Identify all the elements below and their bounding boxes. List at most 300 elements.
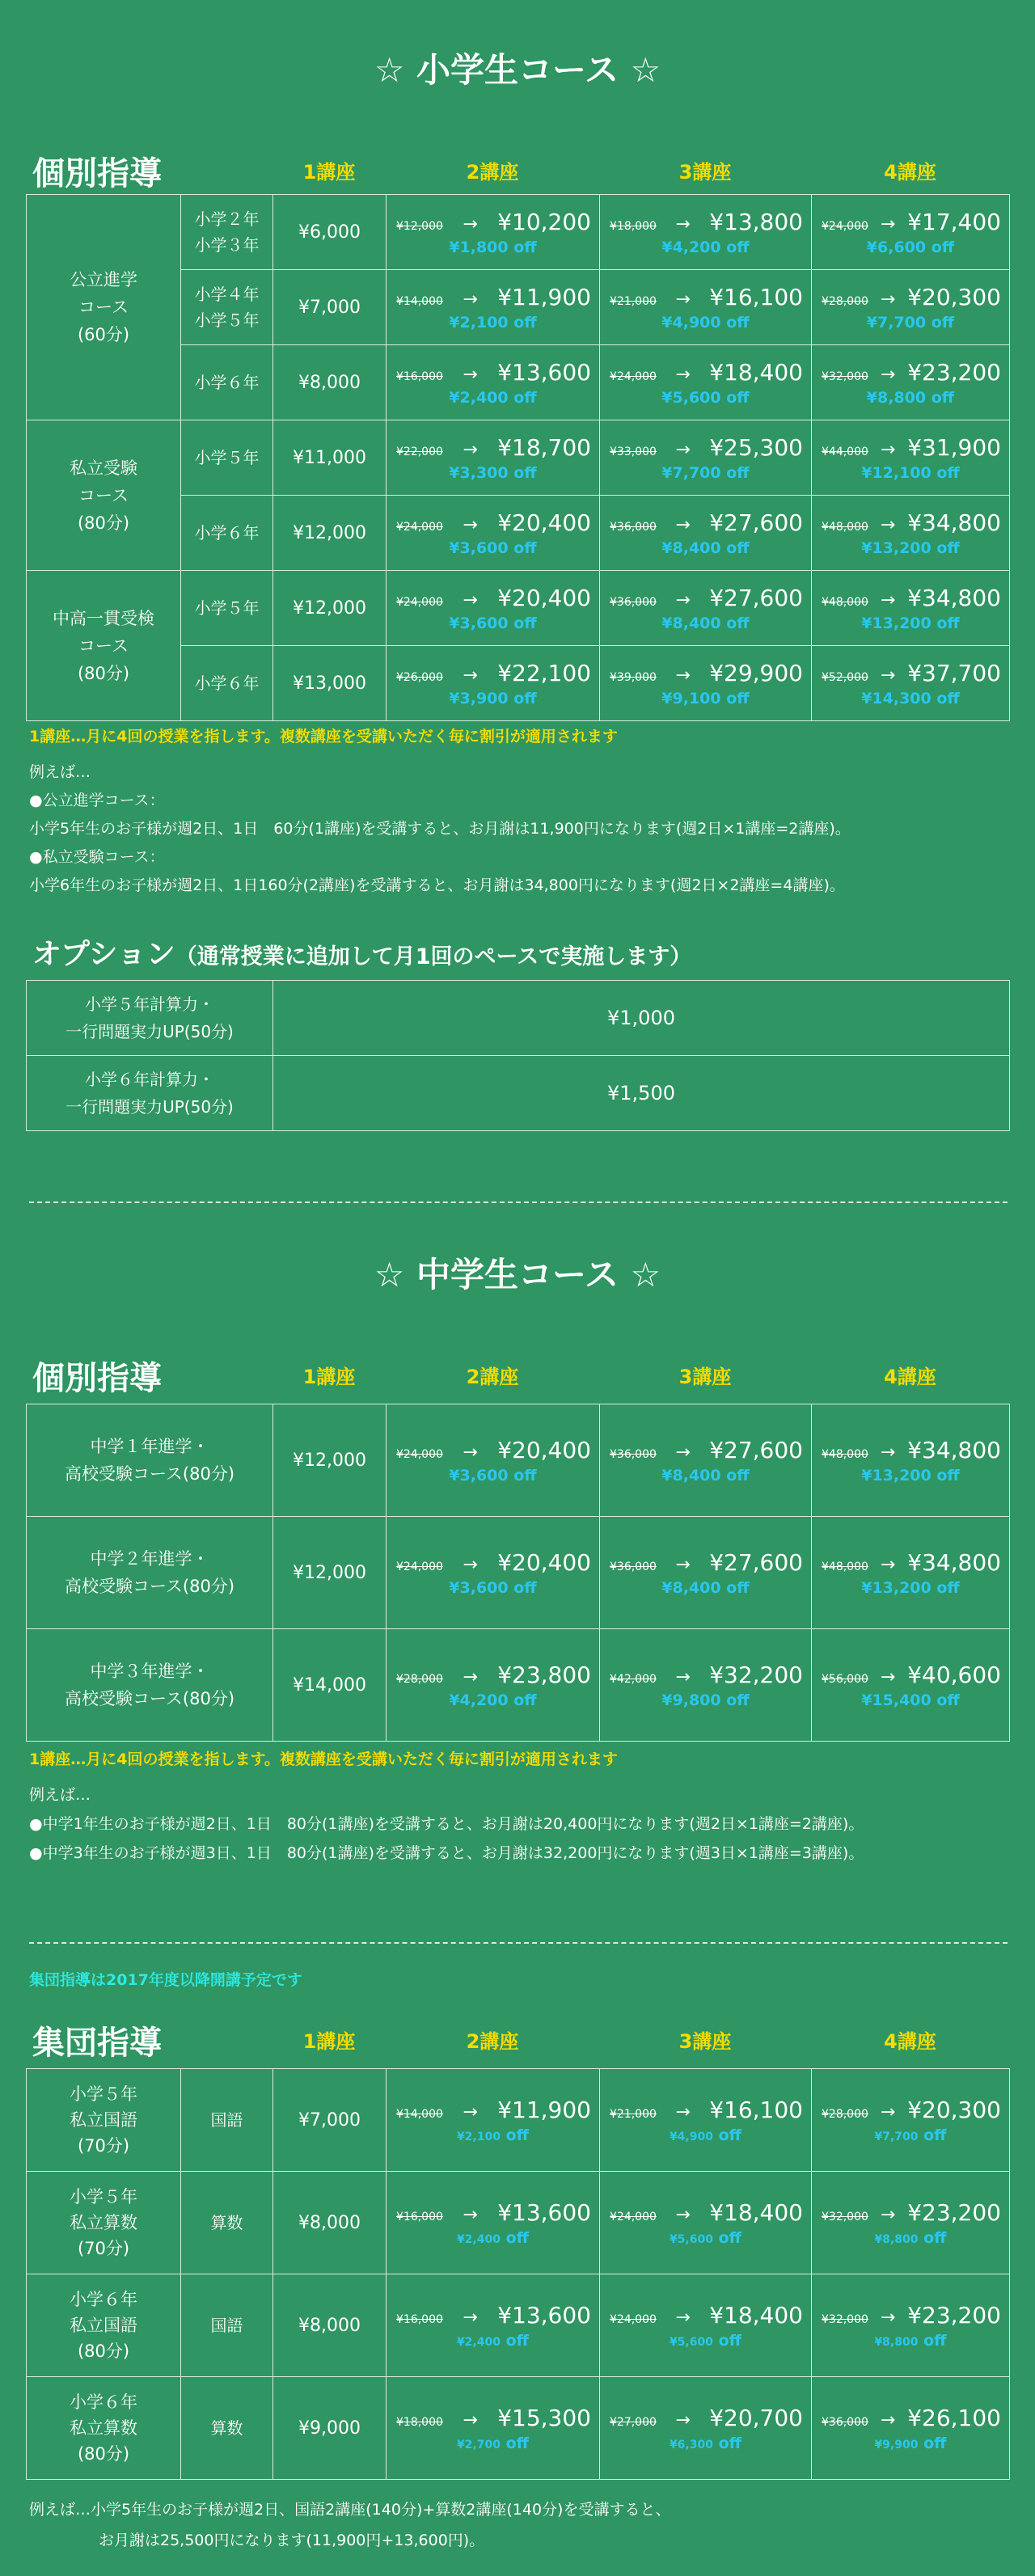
discount-amount bbox=[812, 2229, 1009, 2247]
arrow-icon: → bbox=[463, 514, 478, 535]
original-price: ¥24,000 bbox=[396, 1447, 443, 1461]
discounted-price: ¥31,900 bbox=[907, 433, 1001, 461]
discount-amount: ¥8,400 off bbox=[661, 1578, 750, 1597]
original-price: ¥32,000 bbox=[822, 370, 868, 383]
discount-amount bbox=[600, 2229, 811, 2247]
course-name: 小学５年 私立国語 (70分) bbox=[27, 2069, 181, 2172]
subject-label: 算数 bbox=[181, 2377, 273, 2480]
arrow-icon: → bbox=[880, 589, 896, 610]
original-price: ¥26,000 bbox=[396, 670, 443, 684]
arrow-icon: → bbox=[463, 364, 478, 385]
course-name: 小学６年 私立国語 (80分) bbox=[27, 2274, 181, 2377]
discounted-price: ¥18,700 bbox=[497, 433, 591, 461]
price-line bbox=[387, 1437, 599, 1463]
discounted-price: ¥27,600 bbox=[709, 1436, 803, 1463]
one-course-price: ¥7,000 bbox=[273, 270, 387, 345]
course-name: 公立進学 コース (60分) bbox=[27, 195, 181, 420]
price-line bbox=[812, 509, 1009, 536]
group-notice: 集団指導は2017年度以降開講予定です bbox=[29, 1971, 302, 1989]
table-row bbox=[27, 1517, 1010, 1629]
course-name: 中高一貫受検 コース (80分) bbox=[27, 571, 181, 721]
price-line bbox=[600, 509, 811, 536]
arrow-icon: → bbox=[880, 364, 896, 385]
discount-off-label: off bbox=[718, 2228, 742, 2247]
course-name: 中学１年進学・ 高校受験コース(80分) bbox=[27, 1404, 273, 1517]
price-cell bbox=[387, 2069, 600, 2172]
one-course-price: ¥8,000 bbox=[273, 2172, 387, 2274]
discount-amount: ¥15,400 off bbox=[861, 1691, 960, 1709]
arrow-icon: → bbox=[463, 1554, 478, 1575]
original-price: ¥39,000 bbox=[610, 670, 657, 684]
one-course-price: ¥12,000 bbox=[273, 1517, 387, 1629]
price-cell bbox=[387, 1629, 600, 1742]
price-cell bbox=[387, 496, 600, 571]
price-cell bbox=[387, 420, 600, 496]
original-price: ¥36,000 bbox=[610, 595, 657, 609]
price-cell bbox=[600, 1404, 812, 1517]
example-line: 例えば… bbox=[29, 763, 91, 781]
arrow-icon: → bbox=[880, 2307, 896, 2328]
discount-amount: ¥3,600 off bbox=[449, 1466, 537, 1484]
price-cell bbox=[600, 2377, 812, 2480]
middle-section-title: ☆ 中学生コース ☆ bbox=[374, 1255, 661, 1294]
discount-value: ¥5,600 bbox=[669, 2232, 713, 2246]
discount-amount: ¥4,200 off bbox=[661, 238, 750, 256]
elementary-price-table bbox=[26, 194, 1010, 721]
price-cell bbox=[387, 2377, 600, 2480]
discounted-price: ¥27,600 bbox=[709, 509, 803, 536]
original-price: ¥48,000 bbox=[822, 520, 868, 534]
price-cell bbox=[812, 2069, 1010, 2172]
price-cell bbox=[387, 345, 600, 420]
elementary-header-title: 個別指導 bbox=[32, 155, 162, 192]
header-col-2: 2講座 bbox=[466, 1366, 519, 1388]
table-row bbox=[27, 1404, 1010, 1517]
discount-amount: ¥5,600 off bbox=[661, 388, 750, 407]
price-line bbox=[387, 359, 599, 386]
option-name: 小学６年計算力・ 一行問題実力UP(50分) bbox=[27, 1056, 273, 1131]
discount-off-label: off bbox=[505, 2126, 530, 2144]
price-line bbox=[600, 2097, 811, 2123]
option-row bbox=[27, 981, 1010, 1056]
price-line bbox=[387, 2199, 599, 2226]
grade-label: 小学２年 小学３年 bbox=[181, 195, 273, 270]
price-line bbox=[812, 585, 1009, 611]
table-row bbox=[27, 420, 1010, 496]
arrow-icon: → bbox=[675, 2409, 691, 2430]
course-name: 私立受験 コース (80分) bbox=[27, 420, 181, 571]
header-col-1: 1講座 bbox=[302, 161, 356, 184]
price-cell bbox=[812, 270, 1010, 345]
price-line bbox=[600, 2199, 811, 2226]
discounted-price: ¥34,800 bbox=[907, 1548, 1001, 1576]
original-price: ¥18,000 bbox=[396, 2415, 443, 2429]
original-price: ¥24,000 bbox=[822, 219, 868, 233]
discount-amount: ¥1,800 off bbox=[449, 238, 537, 256]
original-price: ¥14,000 bbox=[396, 294, 443, 308]
price-line bbox=[812, 2199, 1009, 2226]
discounted-price: ¥20,300 bbox=[907, 283, 1001, 310]
arrow-icon: → bbox=[463, 2307, 478, 2328]
price-line bbox=[812, 359, 1009, 386]
price-cell bbox=[600, 646, 812, 721]
original-price: ¥36,000 bbox=[610, 1560, 657, 1573]
arrow-icon: → bbox=[463, 2101, 478, 2122]
price-line bbox=[812, 1549, 1009, 1576]
middle-price-table bbox=[26, 1404, 1010, 1742]
discount-value: ¥4,900 bbox=[669, 2130, 713, 2143]
price-line bbox=[600, 1549, 811, 1576]
original-price: ¥21,000 bbox=[610, 294, 657, 308]
price-cell bbox=[812, 195, 1010, 270]
price-line bbox=[387, 509, 599, 536]
discount-amount: ¥3,600 off bbox=[449, 614, 537, 632]
example-line: お月謝は25,500円になります(11,900円+13,600円)。 bbox=[99, 2532, 485, 2549]
original-price: ¥14,000 bbox=[396, 2107, 443, 2121]
price-cell bbox=[812, 571, 1010, 646]
price-cell bbox=[812, 2172, 1010, 2274]
subject-label: 国語 bbox=[181, 2274, 273, 2377]
original-price: ¥16,000 bbox=[396, 2312, 443, 2326]
original-price: ¥24,000 bbox=[396, 520, 443, 534]
price-line bbox=[387, 660, 599, 686]
discount-amount: ¥8,400 off bbox=[661, 1466, 750, 1484]
discounted-price: ¥29,900 bbox=[709, 659, 803, 686]
price-line bbox=[387, 1662, 599, 1688]
price-line bbox=[812, 434, 1009, 461]
price-cell bbox=[387, 195, 600, 270]
price-cell bbox=[600, 2274, 812, 2377]
one-course-price: ¥13,000 bbox=[273, 646, 387, 721]
discount-amount: ¥3,900 off bbox=[449, 689, 537, 707]
arrow-icon: → bbox=[675, 2101, 691, 2122]
original-price: ¥52,000 bbox=[822, 670, 868, 684]
original-price: ¥24,000 bbox=[610, 2210, 657, 2223]
price-line bbox=[600, 2405, 811, 2431]
price-line bbox=[600, 284, 811, 310]
discount-off-label: off bbox=[505, 2434, 530, 2452]
discount-amount bbox=[600, 2126, 811, 2144]
option-title bbox=[32, 931, 691, 973]
one-course-price: ¥8,000 bbox=[273, 345, 387, 420]
discount-amount: ¥4,200 off bbox=[449, 1691, 537, 1709]
one-course-price: ¥11,000 bbox=[273, 420, 387, 496]
price-cell bbox=[387, 1517, 600, 1629]
arrow-icon: → bbox=[880, 2409, 896, 2430]
grade-label: 小学４年 小学５年 bbox=[181, 270, 273, 345]
discounted-price: ¥20,400 bbox=[497, 1548, 591, 1576]
example-line: ●中学1年生のお子様が週2日、1日 80分(1講座)を受講すると、お月謝は20,400円になります(週2日×1講座=2講座)。 bbox=[29, 1815, 864, 1833]
price-line bbox=[387, 209, 599, 235]
elementary-section-title: ☆ 小学生コース ☆ bbox=[374, 50, 661, 90]
discount-amount: ¥13,200 off bbox=[861, 538, 960, 557]
discounted-price: ¥32,200 bbox=[709, 1661, 803, 1688]
group-table-header bbox=[26, 2017, 1009, 2062]
price-line bbox=[812, 1437, 1009, 1463]
discounted-price: ¥25,300 bbox=[709, 433, 803, 461]
original-price: ¥18,000 bbox=[610, 219, 657, 233]
discounted-price: ¥11,900 bbox=[497, 2096, 591, 2123]
discount-amount bbox=[812, 2332, 1009, 2350]
discounted-price: ¥15,300 bbox=[497, 2404, 591, 2431]
header-col-3: 3講座 bbox=[678, 2030, 732, 2053]
price-line bbox=[600, 2302, 811, 2329]
price-cell bbox=[600, 1517, 812, 1629]
arrow-icon: → bbox=[880, 1666, 896, 1687]
discounted-price: ¥20,700 bbox=[709, 2404, 803, 2431]
arrow-icon: → bbox=[675, 213, 691, 234]
price-cell bbox=[387, 646, 600, 721]
discounted-price: ¥27,600 bbox=[709, 1548, 803, 1576]
example-line: ●中学3年生のお子様が週3日、1日 80分(1講座)を受講すると、お月謝は32,200円になります(週3日×1講座=3講座)。 bbox=[29, 1844, 864, 1862]
price-cell bbox=[812, 646, 1010, 721]
original-price: ¥33,000 bbox=[610, 445, 657, 458]
arrow-icon: → bbox=[880, 439, 896, 460]
price-cell bbox=[387, 2274, 600, 2377]
discounted-price: ¥18,400 bbox=[709, 358, 803, 386]
option-name: 小学５年計算力・ 一行問題実力UP(50分) bbox=[27, 981, 273, 1056]
option-title-main: オプション bbox=[32, 938, 175, 971]
price-line bbox=[600, 1662, 811, 1688]
subject-label: 算数 bbox=[181, 2172, 273, 2274]
example-line: 小学6年生のお子様が週2日、1日160分(2講座)を受講すると、お月謝は34,800円になります(週2日×2講座=4講座)。 bbox=[29, 876, 845, 894]
one-course-price: ¥7,000 bbox=[273, 2069, 387, 2172]
arrow-icon: → bbox=[675, 1442, 691, 1463]
option-price: ¥1,500 bbox=[273, 1056, 1010, 1131]
discount-value: ¥8,800 bbox=[874, 2335, 919, 2349]
price-cell bbox=[812, 420, 1010, 496]
price-line bbox=[600, 1437, 811, 1463]
table-row bbox=[27, 2377, 1010, 2480]
discount-amount: ¥13,200 off bbox=[861, 614, 960, 632]
course-name: 中学３年進学・ 高校受験コース(80分) bbox=[27, 1629, 273, 1742]
one-course-price: ¥9,000 bbox=[273, 2377, 387, 2480]
discount-amount bbox=[387, 2435, 599, 2452]
discounted-price: ¥20,400 bbox=[497, 509, 591, 536]
price-line bbox=[600, 209, 811, 235]
price-line bbox=[600, 434, 811, 461]
discounted-price: ¥23,200 bbox=[907, 358, 1001, 386]
example-line: ●私立受験コース： bbox=[29, 848, 165, 866]
one-course-price: ¥12,000 bbox=[273, 571, 387, 646]
discounted-price: ¥23,200 bbox=[907, 2198, 1001, 2226]
arrow-icon: → bbox=[463, 213, 478, 234]
price-cell bbox=[600, 1629, 812, 1742]
original-price: ¥22,000 bbox=[396, 445, 443, 458]
arrow-icon: → bbox=[675, 439, 691, 460]
option-table bbox=[26, 980, 1010, 1131]
arrow-icon: → bbox=[675, 289, 691, 310]
original-price: ¥32,000 bbox=[822, 2210, 868, 2223]
discount-amount: ¥3,600 off bbox=[449, 1578, 537, 1597]
original-price: ¥36,000 bbox=[610, 520, 657, 534]
discount-value: ¥7,700 bbox=[874, 2130, 919, 2143]
price-line bbox=[600, 359, 811, 386]
discounted-price: ¥23,200 bbox=[907, 2301, 1001, 2329]
price-cell bbox=[600, 345, 812, 420]
course-name: 小学６年 私立算数 (80分) bbox=[27, 2377, 181, 2480]
arrow-icon: → bbox=[880, 1442, 896, 1463]
discount-value: ¥8,800 bbox=[874, 2232, 919, 2246]
arrow-icon: → bbox=[675, 1666, 691, 1687]
discount-amount: ¥8,400 off bbox=[661, 614, 750, 632]
arrow-icon: → bbox=[463, 439, 478, 460]
price-cell bbox=[812, 1629, 1010, 1742]
grade-label: 小学６年 bbox=[181, 496, 273, 571]
original-price: ¥48,000 bbox=[822, 1447, 868, 1461]
original-price: ¥56,000 bbox=[822, 1672, 868, 1686]
discount-off-label: off bbox=[505, 2331, 530, 2350]
header-col-4: 4講座 bbox=[884, 2030, 936, 2053]
arrow-icon: → bbox=[880, 289, 896, 310]
discount-amount: ¥7,700 off bbox=[866, 313, 955, 332]
arrow-icon: → bbox=[675, 2204, 691, 2225]
original-price: ¥36,000 bbox=[610, 1447, 657, 1461]
original-price: ¥42,000 bbox=[610, 1672, 657, 1686]
discount-amount: ¥2,400 off bbox=[449, 388, 537, 407]
discount-amount bbox=[600, 2332, 811, 2350]
discount-off-label: off bbox=[505, 2228, 530, 2247]
example-line: 小学5年生のお子様が週2日、1日 60分(1講座)を受講すると、お月謝は11,900円になります(週2日×1講座=2講座)。 bbox=[29, 820, 851, 838]
original-price: ¥48,000 bbox=[822, 595, 868, 609]
price-cell bbox=[600, 195, 812, 270]
arrow-icon: → bbox=[463, 665, 478, 686]
grade-label: 小学５年 bbox=[181, 571, 273, 646]
one-course-price: ¥6,000 bbox=[273, 195, 387, 270]
original-price: ¥28,000 bbox=[822, 2107, 868, 2121]
grade-label: 小学６年 bbox=[181, 646, 273, 721]
discount-amount: ¥13,200 off bbox=[861, 1578, 960, 1597]
price-cell bbox=[812, 1404, 1010, 1517]
price-line bbox=[812, 1662, 1009, 1688]
header-col-2: 2講座 bbox=[466, 2030, 519, 2053]
discounted-price: ¥13,800 bbox=[709, 208, 803, 235]
grade-label: 小学６年 bbox=[181, 345, 273, 420]
example-line: 例えば…小学5年生のお子様が週2日、国語2講座(140分)+算数2講座(140分)を受講すると、 bbox=[29, 2501, 671, 2519]
group-header-title: 集団指導 bbox=[32, 2025, 162, 2062]
price-line bbox=[812, 660, 1009, 686]
price-line bbox=[812, 209, 1009, 235]
discount-off-label: off bbox=[718, 2126, 742, 2144]
group-price-table bbox=[26, 2068, 1010, 2480]
discounted-price: ¥10,200 bbox=[497, 208, 591, 235]
discount-amount: ¥8,800 off bbox=[866, 388, 955, 407]
discount-amount: ¥3,600 off bbox=[449, 538, 537, 557]
arrow-icon: → bbox=[675, 2307, 691, 2328]
price-cell bbox=[387, 1404, 600, 1517]
price-line bbox=[387, 1549, 599, 1576]
discount-off-label: off bbox=[923, 2228, 947, 2247]
price-cell bbox=[387, 270, 600, 345]
original-price: ¥28,000 bbox=[822, 294, 868, 308]
original-price: ¥24,000 bbox=[610, 2312, 657, 2326]
middle-header-title: 個別指導 bbox=[32, 1360, 162, 1397]
discount-amount: ¥12,100 off bbox=[861, 463, 960, 482]
discount-amount bbox=[812, 2435, 1009, 2452]
discount-off-label: off bbox=[718, 2434, 742, 2452]
arrow-icon: → bbox=[463, 2409, 478, 2430]
price-cell bbox=[600, 2172, 812, 2274]
table-row bbox=[27, 2069, 1010, 2172]
discount-amount bbox=[387, 2332, 599, 2350]
original-price: ¥32,000 bbox=[822, 2312, 868, 2326]
original-price: ¥24,000 bbox=[396, 1560, 443, 1573]
header-col-4: 4講座 bbox=[884, 161, 936, 184]
discounted-price: ¥23,800 bbox=[497, 1661, 591, 1688]
discount-amount: ¥4,900 off bbox=[661, 313, 750, 332]
price-cell bbox=[812, 1517, 1010, 1629]
discount-amount: ¥7,700 off bbox=[661, 463, 750, 482]
one-course-price: ¥14,000 bbox=[273, 1629, 387, 1742]
discount-value: ¥2,100 bbox=[456, 2130, 501, 2143]
arrow-icon: → bbox=[463, 1442, 478, 1463]
original-price: ¥24,000 bbox=[610, 370, 657, 383]
option-price: ¥1,000 bbox=[273, 981, 1010, 1056]
example-line: 例えば… bbox=[29, 1786, 91, 1804]
original-price: ¥24,000 bbox=[396, 595, 443, 609]
section-divider bbox=[29, 1942, 1008, 1944]
original-price: ¥44,000 bbox=[822, 445, 868, 458]
discount-value: ¥2,400 bbox=[456, 2232, 501, 2246]
section-divider bbox=[29, 1201, 1008, 1203]
price-line bbox=[387, 585, 599, 611]
original-price: ¥21,000 bbox=[610, 2107, 657, 2121]
price-cell bbox=[600, 2069, 812, 2172]
header-col-3: 3講座 bbox=[678, 161, 732, 184]
middle-note: 1講座…月に4回の授業を指します。複数講座を受講いただく毎に割引が適用されます bbox=[29, 1750, 618, 1768]
discount-amount: ¥8,400 off bbox=[661, 538, 750, 557]
discounted-price: ¥34,800 bbox=[907, 509, 1001, 536]
discount-value: ¥9,900 bbox=[874, 2438, 919, 2451]
price-line bbox=[387, 434, 599, 461]
price-cell bbox=[600, 571, 812, 646]
elementary-table-header bbox=[26, 148, 1009, 190]
discount-off-label: off bbox=[923, 2331, 947, 2350]
price-line bbox=[812, 284, 1009, 310]
discounted-price: ¥18,400 bbox=[709, 2301, 803, 2329]
header-col-4: 4講座 bbox=[884, 1366, 936, 1388]
header-col-2: 2講座 bbox=[466, 161, 519, 184]
discounted-price: ¥16,100 bbox=[709, 283, 803, 310]
middle-table-header bbox=[26, 1353, 1009, 1395]
price-line bbox=[387, 2302, 599, 2329]
subject-label: 国語 bbox=[181, 2069, 273, 2172]
arrow-icon: → bbox=[463, 289, 478, 310]
price-line bbox=[812, 2405, 1009, 2431]
original-price: ¥27,000 bbox=[610, 2415, 657, 2429]
discount-amount: ¥14,300 off bbox=[861, 689, 960, 707]
arrow-icon: → bbox=[463, 2204, 478, 2225]
price-cell bbox=[600, 420, 812, 496]
price-cell bbox=[387, 2172, 600, 2274]
price-line bbox=[600, 585, 811, 611]
discounted-price: ¥20,400 bbox=[497, 584, 591, 611]
price-cell bbox=[812, 2274, 1010, 2377]
table-row bbox=[27, 2274, 1010, 2377]
discounted-price: ¥22,100 bbox=[497, 659, 591, 686]
price-line bbox=[600, 660, 811, 686]
discount-amount bbox=[387, 2229, 599, 2247]
discounted-price: ¥16,100 bbox=[709, 2096, 803, 2123]
table-row bbox=[27, 195, 1010, 270]
discounted-price: ¥27,600 bbox=[709, 584, 803, 611]
discount-off-label: off bbox=[923, 2434, 947, 2452]
arrow-icon: → bbox=[880, 665, 896, 686]
discount-amount bbox=[812, 2126, 1009, 2144]
discounted-price: ¥17,400 bbox=[907, 208, 1001, 235]
original-price: ¥28,000 bbox=[396, 1672, 443, 1686]
original-price: ¥36,000 bbox=[822, 2415, 868, 2429]
